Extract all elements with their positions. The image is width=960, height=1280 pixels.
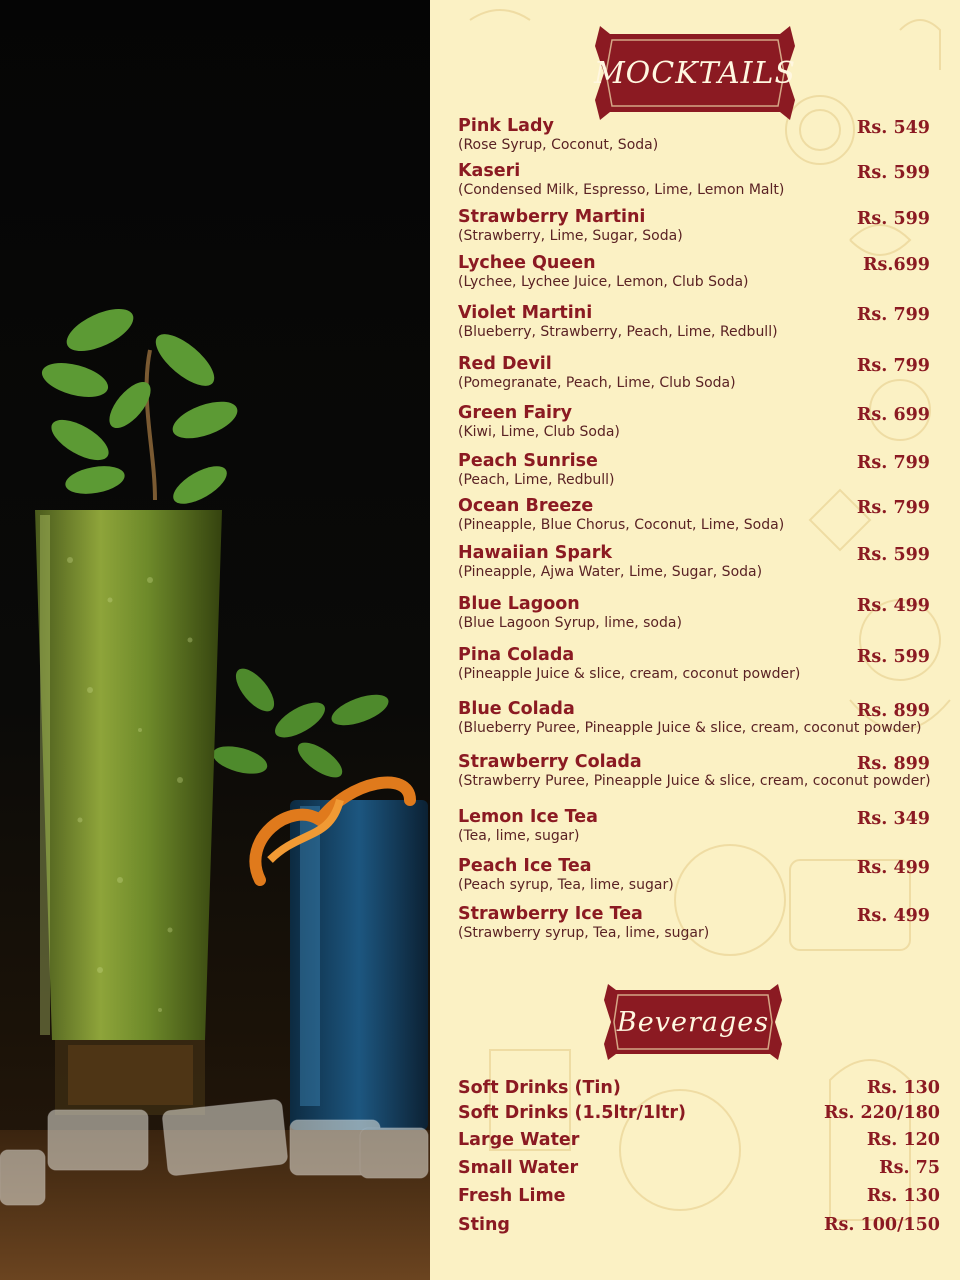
mocktail-item	[458, 451, 928, 489]
beverages-heading-banner	[600, 984, 786, 1060]
item-price: Rs. 349	[856, 809, 930, 829]
item-description: (Lychee, Lychee Juice, Lemon, Club Soda)	[458, 274, 749, 290]
menu-panel	[430, 0, 960, 1280]
beverage-item	[458, 1077, 940, 1101]
item-description: (Strawberry, Lime, Sugar, Soda)	[458, 228, 683, 244]
item-description: (Strawberry Puree, Pineapple Juice & slice, cream, coconut powder)	[458, 773, 931, 789]
mocktail-item	[458, 303, 928, 341]
drinks-illustration	[0, 0, 430, 1280]
item-name: Peach Sunrise	[458, 451, 598, 471]
beverage-item	[458, 1214, 940, 1238]
item-name: Green Fairy	[458, 403, 573, 423]
item-price: Rs. 549	[856, 118, 930, 138]
item-price: Rs. 599	[856, 163, 930, 183]
mocktail-item	[458, 496, 928, 534]
mocktail-item	[458, 645, 928, 683]
item-price: Rs. 599	[856, 545, 930, 565]
item-description: (Strawberry syrup, Tea, lime, sugar)	[458, 925, 710, 941]
item-price: Rs. 100/150	[823, 1215, 940, 1235]
item-description: (Blueberry, Strawberry, Peach, Lime, Redbull)	[458, 324, 778, 340]
beverage-item	[458, 1157, 940, 1181]
mocktail-item	[458, 752, 931, 790]
item-description: (Blue Lagoon Syrup, lime, soda)	[458, 615, 682, 631]
item-price: Rs. 799	[856, 356, 930, 376]
item-name: Strawberry Martini	[458, 207, 646, 227]
mocktail-item	[458, 161, 928, 199]
item-price: Rs. 799	[856, 305, 930, 325]
beverage-item	[458, 1129, 940, 1153]
mocktail-item	[458, 207, 928, 245]
item-name: Red Devil	[458, 354, 552, 374]
mocktail-item	[458, 594, 928, 632]
item-description: (Pineapple Juice & slice, cream, coconut powder)	[458, 666, 801, 682]
item-name: Lemon Ice Tea	[458, 807, 598, 827]
item-description: (Peach syrup, Tea, lime, sugar)	[458, 877, 674, 893]
item-price: Rs. 899	[856, 754, 930, 774]
beverages-heading: Beverages	[616, 1006, 770, 1038]
beverage-item	[458, 1185, 940, 1209]
item-name: Strawberry Colada	[458, 752, 642, 772]
item-price: Rs. 499	[856, 858, 930, 878]
mocktail-item	[458, 354, 928, 392]
item-description: (Tea, lime, sugar)	[458, 828, 580, 844]
item-price: Rs. 699	[856, 405, 930, 425]
item-price: Rs. 499	[856, 906, 930, 926]
item-description: (Pineapple, Ajwa Water, Lime, Sugar, Soda)	[458, 564, 763, 580]
item-name: Peach Ice Tea	[458, 856, 592, 876]
mocktails-heading: MOCKTAILS	[593, 55, 797, 91]
mocktail-item	[458, 116, 928, 154]
item-description: (Blueberry Puree, Pineapple Juice & slice, cream, coconut powder)	[458, 720, 922, 736]
item-price: Rs. 799	[856, 498, 930, 518]
mocktail-item	[458, 904, 928, 942]
item-name: Lychee Queen	[458, 253, 596, 273]
mocktail-item	[458, 807, 928, 845]
item-price: Rs. 130	[866, 1186, 940, 1206]
item-price: Rs. 499	[856, 596, 930, 616]
item-name: Ocean Breeze	[458, 496, 594, 516]
mocktail-item	[458, 403, 928, 441]
item-description: (Condensed Milk, Espresso, Lime, Lemon Malt)	[458, 182, 785, 198]
item-price: Rs. 220/180	[823, 1103, 940, 1123]
item-price: Rs. 130	[866, 1078, 940, 1098]
item-price: Rs. 75	[879, 1158, 940, 1178]
mocktail-item	[458, 699, 928, 737]
item-name: Violet Martini	[458, 303, 593, 323]
item-name: Fresh Lime	[458, 1186, 566, 1206]
item-price: Rs. 899	[856, 701, 930, 721]
item-name: Blue Colada	[458, 699, 575, 719]
item-name: Sting	[458, 1215, 510, 1235]
mocktail-item	[458, 253, 928, 291]
item-price: Rs.699	[862, 255, 930, 275]
item-name: Soft Drinks (1.5ltr/1ltr)	[458, 1103, 687, 1123]
item-name: Pink Lady	[458, 116, 554, 136]
item-price: Rs. 599	[856, 647, 930, 667]
item-description: (Rose Syrup, Coconut, Soda)	[458, 137, 659, 153]
item-price: Rs. 799	[856, 453, 930, 473]
mocktail-item	[458, 856, 928, 894]
item-description: (Peach, Lime, Redbull)	[458, 472, 615, 488]
item-name: Soft Drinks (Tin)	[458, 1078, 621, 1098]
item-name: Blue Lagoon	[458, 594, 580, 614]
item-description: (Pomegranate, Peach, Lime, Club Soda)	[458, 375, 736, 391]
item-price: Rs. 120	[866, 1130, 940, 1150]
drinks-photo	[0, 0, 430, 1280]
item-description: (Kiwi, Lime, Club Soda)	[458, 424, 620, 440]
item-name: Strawberry Ice Tea	[458, 904, 643, 924]
item-name: Pina Colada	[458, 645, 575, 665]
item-description: (Pineapple, Blue Chorus, Coconut, Lime, Soda)	[458, 517, 785, 533]
item-name: Small Water	[458, 1158, 579, 1178]
item-name: Hawaiian Spark	[458, 543, 612, 563]
item-name: Large Water	[458, 1130, 580, 1150]
mocktails-heading-banner	[590, 26, 800, 120]
mocktail-item	[458, 543, 928, 581]
item-name: Kaseri	[458, 161, 521, 181]
item-price: Rs. 599	[856, 209, 930, 229]
beverage-item	[458, 1102, 940, 1126]
